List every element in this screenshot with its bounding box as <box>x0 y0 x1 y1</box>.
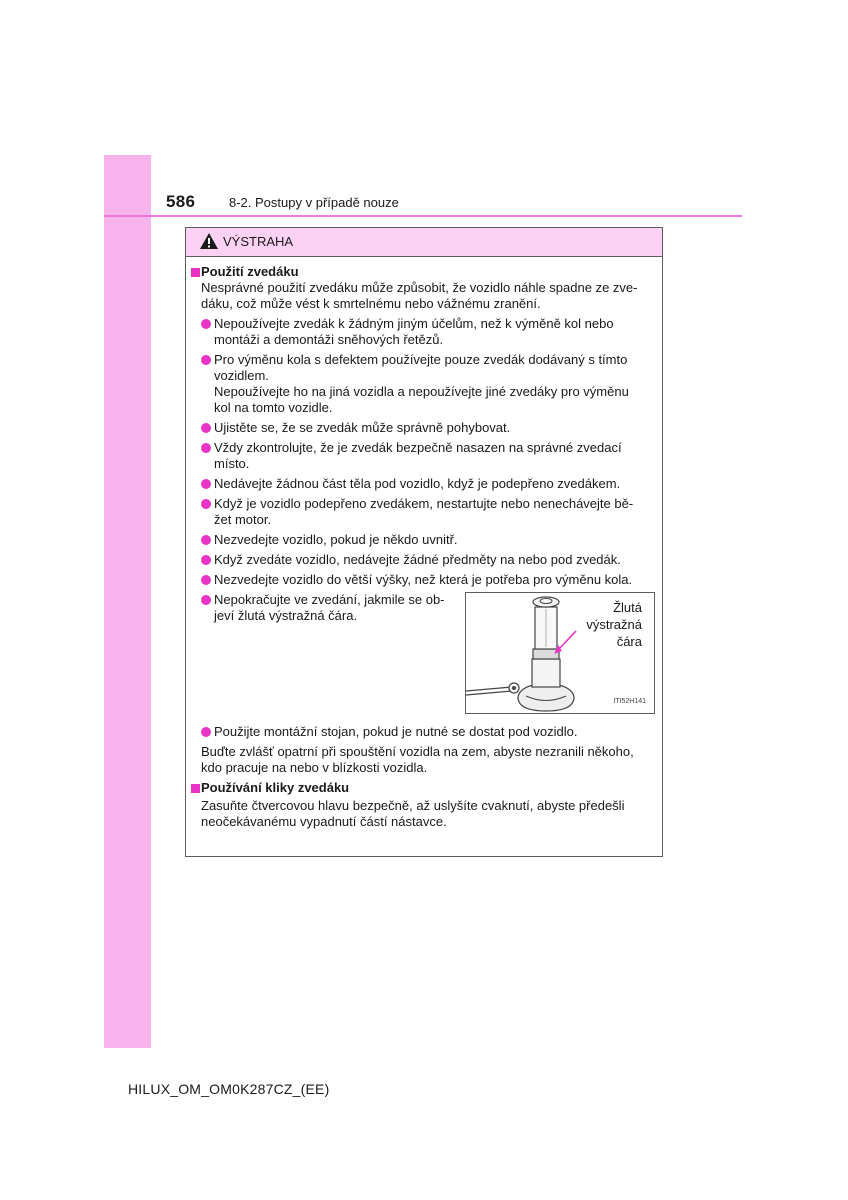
figure-callout-label: Žlutá výstražná čára <box>586 600 642 649</box>
bullet-dot-icon <box>201 555 211 565</box>
list-item: Ujistěte se, že se zvedák může správně pohybovat. <box>214 420 654 436</box>
note-paragraph: Buďte zvlášť opatrní při spouštění vozidla na zem, abyste nezranili někoho, kdo pracuje na nebo v blízkosti vozidla. <box>201 744 634 775</box>
warning-header <box>186 228 662 257</box>
list-item: Nepoužívejte zvedák k žádným jiným účelům, než k výměně kol nebo montáži a demontáži sněhových řetězů. <box>214 316 654 348</box>
bullet-dot-icon <box>201 499 211 509</box>
jack-illustration <box>465 592 655 714</box>
section-heading: Používání kliky zvedáku <box>186 780 662 796</box>
bullet-dot-icon <box>201 575 211 585</box>
warning-box <box>185 227 663 857</box>
section-heading: Použití zvedáku <box>186 264 662 280</box>
chapter-sidebar-tab <box>104 155 151 1048</box>
intro-paragraph: Nesprávné použití zvedáku může způsobit, že vozidlo náhle spadne ze zve- dáku, což může vést k smrtelnému nebo vážnému zranění. <box>201 280 638 311</box>
bullet-dot-icon <box>201 423 211 433</box>
list-item: Nepokračujte ve zvedání, jakmile se ob- jeví žlutá výstražná čára. <box>214 592 454 624</box>
list-item: Použijte montážní stojan, pokud je nutné se dostat pod vozidlo. <box>214 724 654 740</box>
warning-title: VÝSTRAHA <box>223 234 294 249</box>
figure-row <box>186 592 662 720</box>
bullet-dot-icon <box>201 535 211 545</box>
bullet-dot-icon <box>201 355 211 365</box>
list-item: Pro výměnu kola s defektem používejte pouze zvedák dodávaný s tímto vozidlem. Nepoužívejte ho na jiná vozidla a nepoužívejte jiné zvedáky pro výměnu kol na tomto vozidle. <box>214 352 654 416</box>
bullet-dot-icon <box>201 319 211 329</box>
list-item: Nezvedejte vozidlo, pokud je někdo uvnitř. <box>214 532 654 548</box>
crank-paragraph: Zasuňte čtvercovou hlavu bezpečně, až uslyšíte cvaknutí, abyste předešli neočekávanému vypadnutí částí nástavce. <box>201 798 625 829</box>
bullet-dot-icon <box>201 443 211 453</box>
document-code: HILUX_OM_OM0K287CZ_(EE) <box>128 1081 330 1097</box>
list-item: Když je vozidlo podepřeno zvedákem, nestartujte nebo nenechávejte bě- žet motor. <box>214 496 654 528</box>
figure-code: ITI52H141 <box>613 698 646 705</box>
page-number: 586 <box>166 192 196 211</box>
bullet-dot-icon <box>201 595 211 605</box>
section-title: 8-2. Postupy v případě nouze <box>229 195 399 210</box>
page-header <box>0 190 848 220</box>
square-bullet-icon <box>191 268 200 277</box>
list-item: Když zvedáte vozidlo, nedávejte žádné předměty na nebo pod zvedák. <box>214 552 654 568</box>
warning-content <box>186 264 662 830</box>
list-item: Nedávejte žádnou část těla pod vozidlo, když je podepřeno zvedákem. <box>214 476 654 492</box>
list-item: Nezvedejte vozidlo do větší výšky, než která je potřeba pro výměnu kola. <box>214 572 654 588</box>
bullet-dot-icon <box>201 727 211 737</box>
square-bullet-icon <box>191 784 200 793</box>
bullet-dot-icon <box>201 479 211 489</box>
header-divider <box>104 215 742 217</box>
warning-triangle-icon <box>199 232 219 250</box>
list-item: Vždy zkontrolujte, že je zvedák bezpečně nasazen na správné zvedací místo. <box>214 440 654 472</box>
